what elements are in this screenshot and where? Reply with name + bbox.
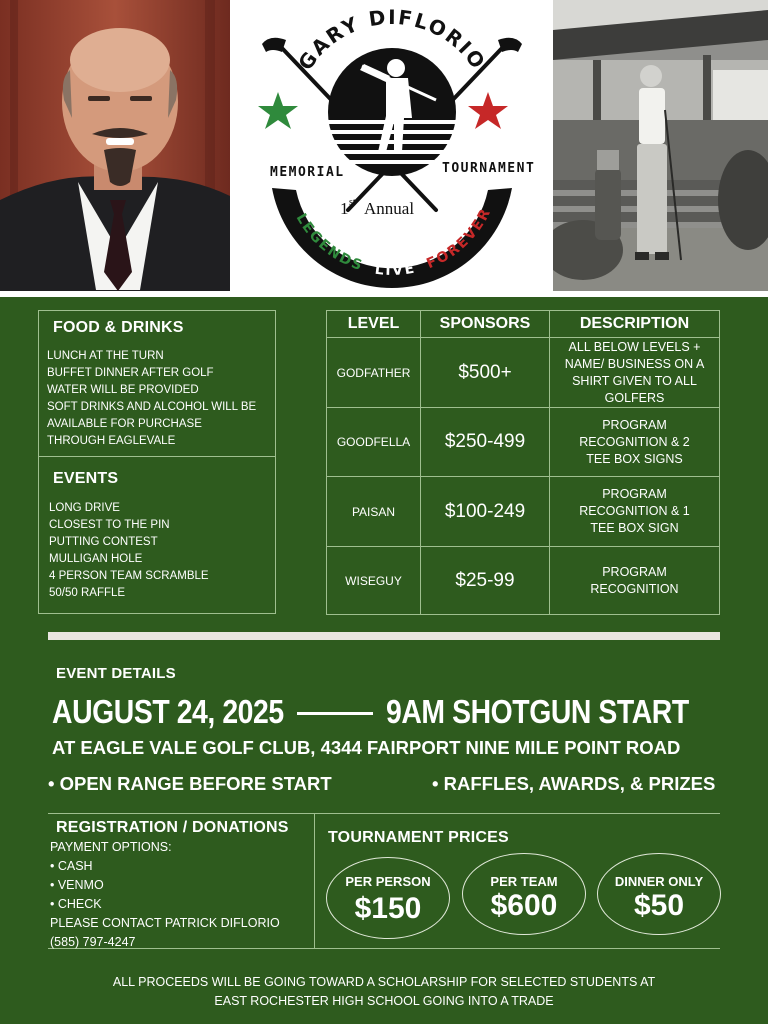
table-row bbox=[327, 338, 720, 408]
bottom-section-line bbox=[48, 813, 720, 814]
desc-line: PROGRAM bbox=[602, 564, 667, 579]
desc-line: ALL BELOW LEVELS + bbox=[568, 339, 701, 354]
table-header-row bbox=[327, 311, 720, 338]
logo-annual-number: 1 bbox=[340, 199, 349, 218]
logo-annual-word: Annual bbox=[364, 199, 415, 218]
desc-line: SHIRT GIVEN TO ALL bbox=[572, 373, 697, 388]
logo-banner-forever: FOREVER bbox=[424, 204, 495, 273]
list-item: (585) 797-4247 bbox=[50, 935, 136, 949]
list-item: 50/50 RAFFLE bbox=[49, 587, 126, 599]
list-item: PUTTING CONTEST bbox=[49, 536, 158, 548]
price-value: $150 bbox=[354, 892, 422, 925]
tournament-logo bbox=[236, 0, 548, 291]
table-row bbox=[327, 547, 720, 615]
logo-arc-name: GARY DIFLORIO bbox=[293, 4, 491, 75]
logo-memorial: MEMORIAL bbox=[270, 165, 345, 180]
list-item: BUFFET DINNER AFTER GOLF bbox=[47, 367, 214, 379]
logo-banner-live: LIVE bbox=[373, 260, 418, 280]
events-list bbox=[49, 500, 209, 602]
desc-line: RECOGNITION bbox=[590, 581, 679, 596]
sponsor-amount: $25-99 bbox=[421, 547, 550, 615]
desc-line: PROGRAM bbox=[602, 487, 667, 501]
header-description: DESCRIPTION bbox=[550, 311, 720, 338]
desc-line: RECOGNITION & 1 bbox=[579, 504, 690, 518]
event-details-title: EVENT DETAILS bbox=[56, 665, 176, 682]
food-events-divider bbox=[38, 456, 276, 457]
list-item: MULLIGAN HOLE bbox=[49, 553, 143, 565]
logo-banner-legends: LEGENDS bbox=[292, 210, 366, 275]
date-separator-line bbox=[297, 712, 373, 715]
desc-line: TEE BOX SIGN bbox=[590, 521, 679, 535]
desc-line: TEE BOX SIGNS bbox=[586, 451, 683, 466]
events-title: EVENTS bbox=[53, 470, 119, 487]
green-star-icon bbox=[258, 92, 298, 129]
bullet-raffles: • RAFFLES, AWARDS, & PRIZES bbox=[432, 773, 716, 794]
vintage-golfer-photo bbox=[553, 0, 768, 291]
food-drinks-list bbox=[47, 348, 256, 450]
logo-tournament: TOURNAMENT bbox=[442, 161, 536, 176]
sponsor-description bbox=[550, 338, 720, 408]
bottom-section-vline bbox=[314, 813, 315, 949]
tournament-prices-title: TOURNAMENT PRICES bbox=[328, 829, 509, 846]
footer-line: ALL PROCEEDS WILL BE GOING TOWARD A SCHOLARSHIP FOR SELECTED STUDENTS AT bbox=[112, 975, 656, 989]
list-item: LONG DRIVE bbox=[49, 502, 120, 514]
desc-line: GOLFERS bbox=[604, 390, 665, 405]
start-time: 9AM SHOTGUN START bbox=[386, 693, 689, 730]
registration-list bbox=[50, 838, 280, 952]
logo-annual-suffix: st bbox=[349, 197, 356, 208]
list-item: WATER WILL BE PROVIDED bbox=[47, 384, 199, 396]
portrait-photo bbox=[0, 0, 230, 291]
sponsor-table bbox=[326, 310, 720, 615]
list-item: CLOSEST TO THE PIN bbox=[49, 519, 170, 531]
list-item: PAYMENT OPTIONS: bbox=[50, 840, 172, 854]
sponsor-description bbox=[550, 547, 720, 615]
food-drinks-title: FOOD & DRINKS bbox=[53, 319, 184, 336]
list-item: • VENMO bbox=[50, 878, 104, 892]
sponsor-amount: $500+ bbox=[421, 338, 550, 408]
sponsor-level: GODFATHER bbox=[327, 338, 421, 408]
list-item: THROUGH EAGLEVALE bbox=[47, 435, 176, 447]
sponsor-description bbox=[550, 408, 720, 477]
sponsor-description bbox=[550, 477, 720, 547]
sponsor-level: GOODFELLA bbox=[327, 408, 421, 477]
table-row bbox=[327, 477, 720, 547]
desc-line: RECOGNITION & 2 bbox=[579, 434, 690, 449]
header bbox=[0, 0, 768, 291]
list-item: PLEASE CONTACT PATRICK DIFLORIO bbox=[50, 916, 280, 930]
event-location: AT EAGLE VALE GOLF CLUB, 4344 FAIRPORT NINE MILE POINT ROAD bbox=[52, 737, 681, 758]
list-item: SOFT DRINKS AND ALCOHOL WILL BE bbox=[47, 401, 257, 413]
price-per-person bbox=[326, 857, 450, 939]
price-dinner-only bbox=[597, 853, 721, 935]
section-divider-bar bbox=[48, 632, 720, 640]
price-label: PER TEAM bbox=[490, 874, 558, 889]
sponsor-amount: $250-499 bbox=[421, 408, 550, 477]
list-item: • CASH bbox=[50, 859, 93, 873]
header-divider bbox=[0, 291, 768, 297]
list-item: • CHECK bbox=[50, 897, 102, 911]
list-item: AVAILABLE FOR PURCHASE bbox=[47, 418, 202, 430]
price-label: PER PERSON bbox=[345, 874, 431, 889]
price-value: $600 bbox=[490, 889, 558, 922]
list-item: 4 PERSON TEAM SCRAMBLE bbox=[49, 570, 209, 582]
table-row bbox=[327, 408, 720, 477]
bullet-open-range: • OPEN RANGE BEFORE START bbox=[48, 773, 332, 794]
desc-line: NAME/ BUSINESS ON A bbox=[564, 356, 705, 371]
event-date: AUGUST 24, 2025 bbox=[52, 693, 284, 730]
header-level: LEVEL bbox=[327, 311, 421, 338]
sponsor-amount: $100-249 bbox=[421, 477, 550, 547]
red-star-icon bbox=[468, 92, 508, 129]
price-value: $50 bbox=[633, 889, 685, 922]
sponsor-level: PAISAN bbox=[327, 477, 421, 547]
footer-line: EAST ROCHESTER HIGH SCHOOL GOING INTO A TRADE bbox=[214, 994, 554, 1008]
sponsor-level: WISEGUY bbox=[327, 547, 421, 615]
price-per-team bbox=[462, 853, 586, 935]
footer-note bbox=[40, 973, 728, 1011]
list-item: LUNCH AT THE TURN bbox=[47, 350, 164, 362]
price-label: DINNER ONLY bbox=[614, 874, 704, 889]
registration-title: REGISTRATION / DONATIONS bbox=[56, 819, 289, 836]
header-sponsors: SPONSORS bbox=[421, 311, 550, 338]
desc-line: PROGRAM bbox=[602, 417, 667, 432]
